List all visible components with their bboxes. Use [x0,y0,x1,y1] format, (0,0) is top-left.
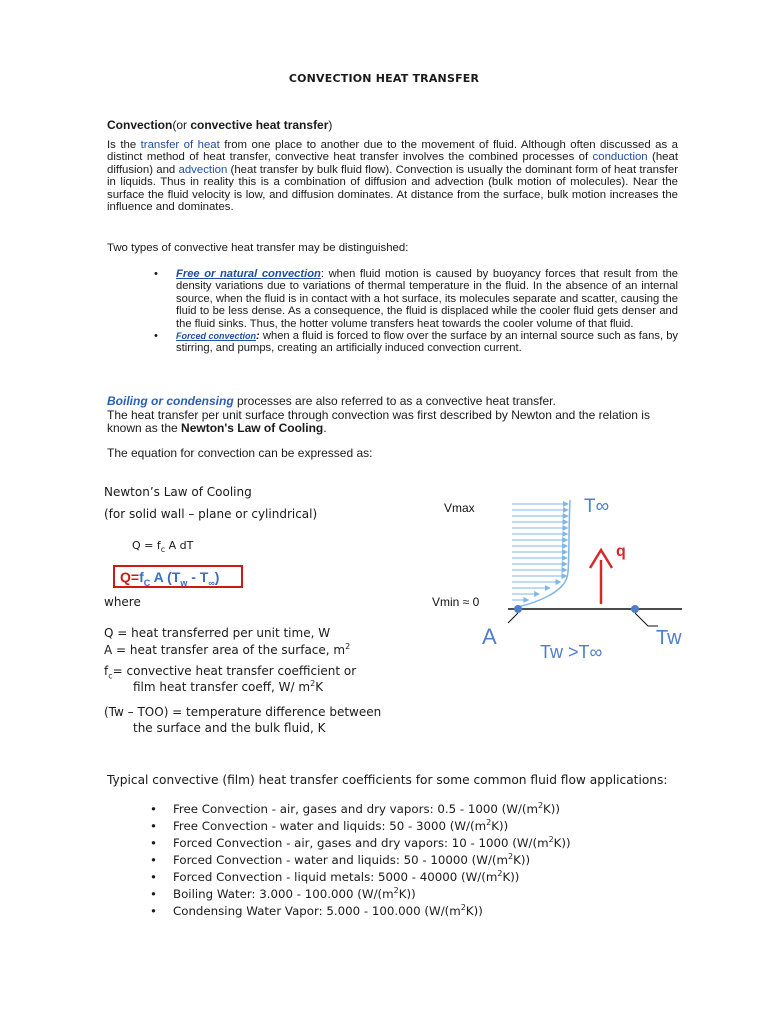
eq-a: A [153,569,164,585]
boiling-text-2: The heat transfer per unit surface through convection was first described by Newton and the relation is known as the [107,407,650,436]
link-free-convection[interactable]: Free or natural convection [176,268,321,280]
link-advection[interactable]: advection [178,163,228,176]
coef-text: Free Convection - air, gases and dry vapors: 0.5 - 1000 (W/(m [173,802,538,816]
eq-sub: c [160,545,166,555]
coef-unit: K)) [398,887,416,901]
bullet-dot: • [150,819,157,833]
link-boiling-condensing[interactable]: Boiling or condensing [107,394,234,408]
boxed-equation [113,565,243,588]
coef-unit: K)) [513,853,531,867]
intro-paragraph [107,139,678,213]
coefficient-item [150,886,571,903]
coefficient-item [150,835,571,852]
bullet-dot: • [150,802,157,816]
def-q: Q = heat transferred per unit time, W [104,626,331,640]
bullet-dot: • [150,904,157,918]
def-fc-text-2: film heat transfer coeff, W/ m [133,680,311,694]
list-item [154,330,678,355]
def-dt [104,704,381,736]
def-a-sup: 2 [345,642,351,651]
def-dt-text: (Tw – TOO) = temperature difference between [104,705,382,719]
coef-text: Free Convection - water and liquids: 50 - 3000 (W/(m [173,819,487,833]
eq-tw-sub: w [180,577,188,588]
intro-text: ). Convection is usually the dominant form of heat transfer in liquids. Thus in reality this is a combination of diffusion and advection (bulk motion of molecules). Near the surface the fluid velocity is low, and diffusion dominates. At distance from the surface, bulk motion increases the influence and dominates. [107,163,679,214]
def-fc-unit: K [315,680,324,694]
eq-minus: - T [187,569,209,585]
heading-bold-2: convective heat transfer [190,118,329,132]
list-item [154,268,678,330]
page-title: CONVECTION HEAT TRANSFER [288,72,480,85]
vmax-label: Vmax [444,501,475,515]
newton-law-subtitle: (for solid wall – plane or cylindrical) [104,507,318,521]
coef-sup: 2 [486,818,492,828]
coefficient-item [150,818,571,835]
coef-sup: 2 [393,886,399,896]
link-forced-convection[interactable]: Forced convection [176,331,257,342]
convection-diagram [420,488,700,668]
newton-law-title: Newton’s Law of Cooling [104,485,252,499]
coefficient-item [150,852,571,869]
eq-text-rest: A dT [165,539,194,552]
coef-unit: K)) [543,802,560,816]
coef-unit: K)) [465,904,483,918]
eq-text: Q = f [132,539,161,552]
leader-tw [635,613,658,626]
coef-text: Condensing Water Vapor: 5.000 - 100.000 (W/(m [173,904,461,918]
coef-sup: 2 [497,869,503,879]
coef-sup: 2 [460,903,466,913]
def-fc-sup: 2 [310,679,316,688]
eq-tinf-sub: ∞ [208,577,215,588]
period: . [323,421,327,436]
colon: : [256,330,260,343]
wall-point-tw [631,605,639,613]
two-types-text: Two types of convective heat transfer may be distinguished: [107,242,409,254]
coef-text: Forced Convection - water and liquids: 50 - 10000 (W/(m [173,853,509,867]
q-label: q [616,543,626,560]
a-label: A [482,624,497,649]
convection-types-list [154,268,678,355]
where-label: where [104,595,141,609]
heading-bold: Convection [107,118,173,132]
def-a [104,642,350,658]
bullet-dot: • [150,836,157,850]
equation-plain [132,539,194,555]
eq-close: ) [214,569,220,585]
def-fc-f: f [104,664,109,678]
bullet-dot: • [154,330,158,343]
def-dt-text-2: the surface and the bulk fluid, K [133,721,326,735]
coef-unit: K)) [491,819,509,833]
eq-q: Q [120,569,131,585]
tw-gt-tinf-label: Tw >T∞ [540,642,603,662]
equation-intro: The equation for convection can be expressed as: [107,446,373,460]
coef-unit: K)) [502,870,520,884]
newtons-law-bold: Newton's Law of Cooling [181,421,324,436]
bullet-dot: • [150,887,157,901]
intro-text: (heat diffusion) and [107,151,678,176]
leader-a [508,613,518,623]
coef-text: Forced Convection - air, gases and dry vapors: 10 - 1000 (W/(m [173,836,549,850]
boiling-text: processes are also referred to as a convective heat transfer. [233,394,556,408]
list-item-text: when a fluid is forced to flow over the surface by an internal source such as fans, by stirring, and pumps, creating an artificially induced convection current. [176,330,679,355]
coefficients-list [150,801,571,920]
coef-unit: K)) [553,836,571,850]
t-inf-label: T∞ [584,496,610,517]
eq-f-sub: C [143,577,151,588]
def-fc-text: = convective heat transfer coefficient or [112,664,357,678]
coefficient-item [150,801,571,818]
coef-text: Boiling Water: 3.000 - 100.000 (W/(m [173,887,394,901]
def-fc [104,663,356,695]
coefficient-item [150,903,571,920]
eq-open: (T [167,569,181,585]
bullet-dot: • [150,853,157,867]
section-heading [107,118,332,132]
coef-sup: 2 [537,801,544,811]
wall-point-a [514,605,522,613]
vmin-label: Vmin ≈ 0 [432,595,480,609]
link-fluid-flow[interactable]: fluid flow [341,163,386,176]
link-transfer-of-heat[interactable]: transfer of heat [140,139,220,151]
coef-text: Forced Convection - liquid metals: 5000 - 40000 (W/(m [173,870,498,884]
bullet-dot: • [150,870,157,884]
coefficient-item [150,869,571,886]
intro-text: Is the [107,139,141,151]
eq-f: f [139,569,144,585]
link-conduction[interactable]: conduction [592,151,648,164]
eq-equals: = [130,569,140,585]
heading-text: (or [172,118,191,132]
intro-text: (heat transfer by bulk [227,163,342,176]
heading-text-close: ) [328,118,333,132]
coef-sup: 2 [508,852,514,862]
velocity-profile-arrows [512,504,568,600]
list-item-text: : when fluid motion is caused by buoyancy forces that result from the density variations due to variations of thermal temperature in the fluid. In the absence of an internal source, when the fluid is in contact with a hot surface, its molecules separate and scatter, causing the fluid to be less dense. As a consequence, the fluid is displaced while the cooler fluid gets denser and the fluid sinks. Thus, the hotter volume transfers heat towards the cooler volume of that fluid. [176,268,679,330]
boiling-paragraph [107,395,682,436]
coef-sup: 2 [548,835,554,845]
intro-text: from one place to another due to the movement of fluid. Although often discussed as a distinct method of heat transfer, convective heat transfer involves the combined processes of [107,139,678,164]
coefficients-intro: Typical convective (film) heat transfer coefficients for some common fluid flow applications: [107,773,668,787]
def-a-text: A = heat transfer area of the surface, m [104,643,346,657]
tw-label: Tw [656,627,682,649]
def-fc-sub: c [108,671,113,681]
bullet-dot: • [154,268,158,280]
